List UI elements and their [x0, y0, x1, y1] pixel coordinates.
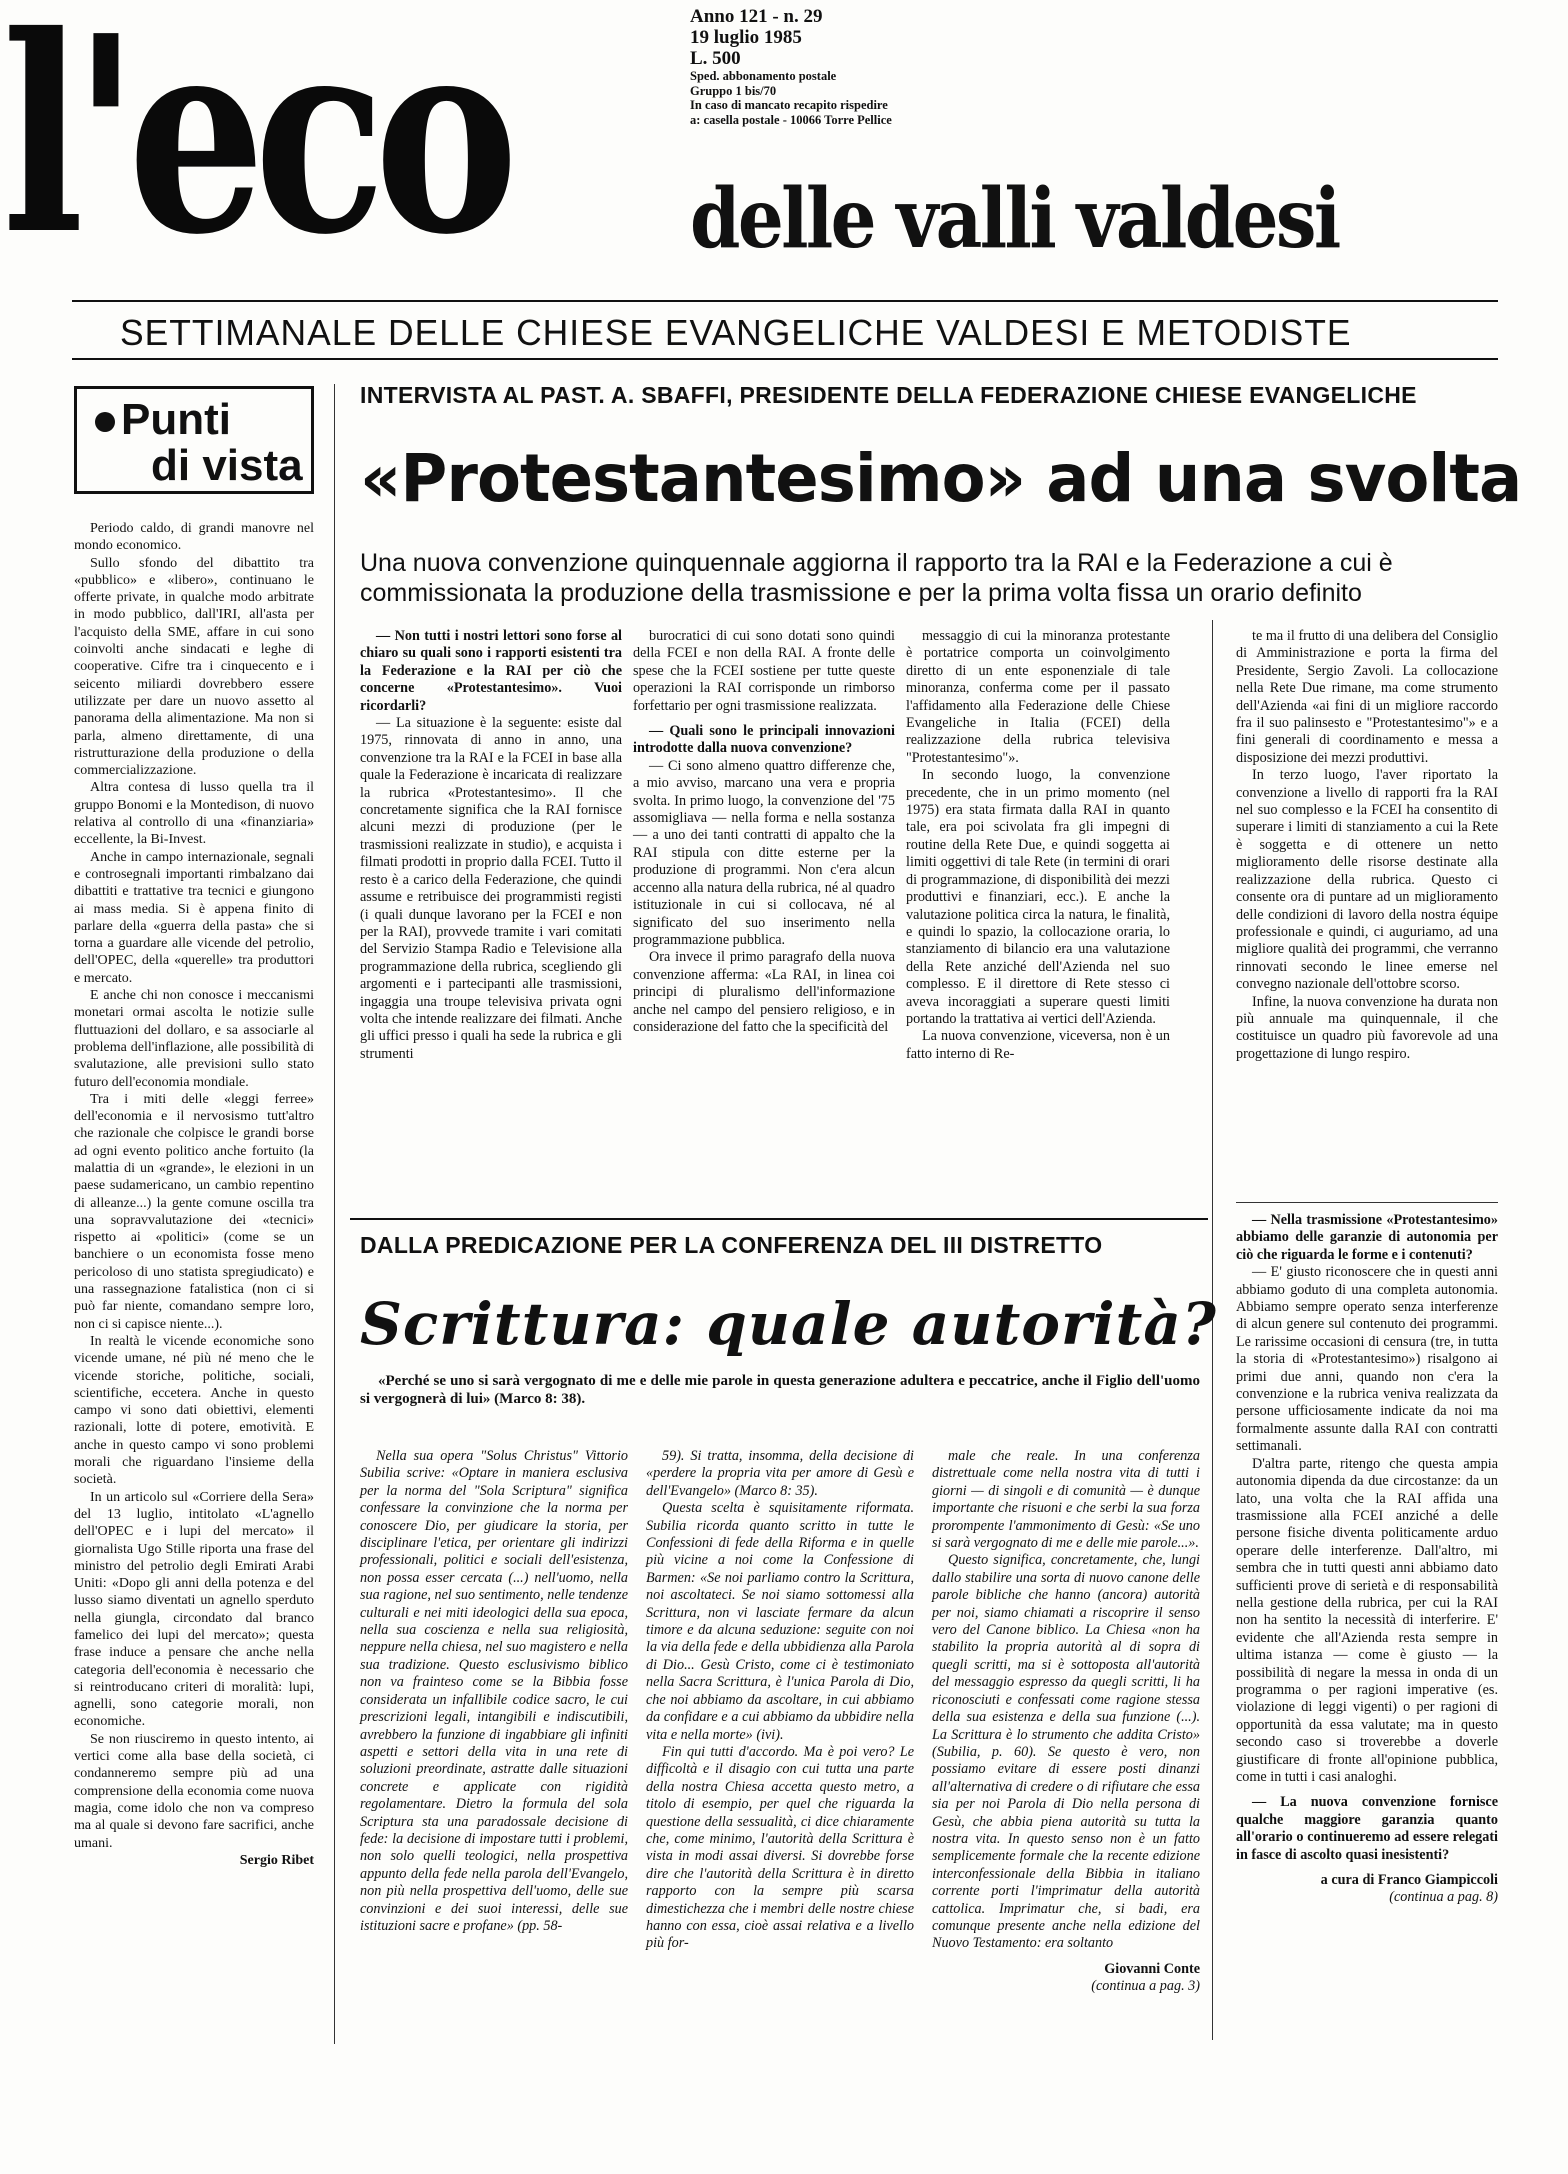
interview-answer: D'altra parte, ritengo che questa ampia autonomia dipenda da due circostanze: da un lato, una volta che la RAI affida una trasmissione alla FCEI anziché a delle persone fisiche diventa politicamente arduo operare delle interferenze. Dall'altro, mi sembra che in tutti questi anni abbiamo dato sufficienti prove di serietà e di responsabilità nella gestione della rubrica, per cui la RAI non ha sentito la necessità di interferire. E' evidente che all'Azienda resta sempre in ultima istanza — come è giusto — la possibilità di negare la messa in onda di un programma o per ragioni imperative (es. violazione di leggi vigenti) o per ragioni di opportunità da essa valutate; ma in questo secondo caso si troverebbe a doverle giustificare di fronte all'opinione pubblica, come in tutti i casi analoghi.	[1236, 1455, 1498, 1785]
sidebar-paragraph: Altra contesa di lusso quella tra il gruppo Bonomi e la Montedison, di nuovo relativa al controllo di una «finanziaria» eccellente, la Bi-Invest.	[74, 780, 314, 848]
masthead-rule-top	[72, 300, 1498, 302]
box-line-1: Punti	[121, 395, 231, 444]
article1-continued: (continua a pag. 8)	[1389, 1889, 1498, 1906]
masthead-rule-bottom	[72, 358, 1498, 360]
masthead-subtitle: delle valli valdesi	[690, 171, 1339, 267]
article1-credit: a cura di Franco Giampiccoli	[1320, 1872, 1498, 1889]
postal-line-2: Gruppo 1 bis/70	[690, 83, 777, 98]
interview-answer: te ma il frutto di una delibera del Consiglio di Amministrazione e porta la firma del Presidente, Sergio Zavoli. La collocazione nella Rete Due rimane, ma come strumento dell'Azienda «ai fini di un migliore raccordo fra il suo palinsesto e "Protestantesimo"» e a fini generali di coordinamento e messa a disposizione dei mezzi produttivi.	[1236, 628, 1498, 766]
article2-paragraph: 59). Si tratta, insomma, della decisione di «perdere la propria vita per amore di Gesù e dell'Evangelo» (Marco 8: 35).	[646, 1448, 914, 1499]
interview-question: — Non tutti i nostri lettori sono forse al chiaro su quali sono i rapporti esistenti tra la Federazione e la RAI per ciò che concerne «Protestantesimo». Vuoi ricordarli?	[360, 628, 622, 714]
bullet-dot-icon	[95, 412, 115, 432]
article2-paragraph: Questo significa, concretamente, che, lungi dallo stabilire una sorta di nuovo canone delle parole bibliche che hanno (ancora) autorità per noi, siamo chiamati a riscoprire il senso vero del Canone biblico. La Chiesa «non ha stabilito la propria autorità al di sopra di quegli scritti, ma si è sottoposta all'autorità del messaggio espresso da quegli scritti, li ha riconosciuti e confessati come ragione stessa della sua esistenza e della sua funzione (...). La Scrittura è lo strumento che addita Cristo» (Subilia, p. 60). Se questo è vero, non possiamo evitare di essere posti dinanzi all'alternativa di credere o di rifiutare che essa sia per noi Parola di Dio nella persona di Gesù, che abbia piena autorità su tutta la nostra vita. In questo senso non è un fatto semplicemente formale che la recente edizione interconfessionale della Bibbia in italiano corrente porti l'imprimatur della autorità cattolica. Imprimatur che, si badi, era comunque presente anche nella edizione del Nuovo Testamento: era soltanto	[932, 1552, 1200, 1952]
issue-number: Anno 121 - n. 29	[690, 6, 823, 27]
article2-continued: (continua a pag. 3)	[1091, 1978, 1200, 1995]
sidebar-paragraph: Se non riusciremo in questo intento, ai vertici come alla base della società, ci condanneremo sempre più ad una comprensione della economia come nuova magia, come idolo che non va compreso ma al quale si devono fare sacrifici, anche umani.	[74, 1731, 314, 1851]
article1-deck: Una nuova convenzione quinquennale aggiorna il rapporto tra la RAI e la Federazione a cui è commissionata la produzione della trasmissione e per la prima volta fissa un orario definito	[360, 549, 1393, 607]
punti-di-vista-box	[74, 386, 314, 494]
sidebar-divider	[334, 384, 335, 2044]
interview-answer: — E' giusto riconoscere che in questi anni abbiamo goduto di una completa autonomia. Abbiamo sempre operato senza interferenze di alcun genere sul contenuto dei programmi. Le rarissime occasioni di censura (tre, in tutta la storia di «Protestantesimo») risalgono ai primi due anni, quando non c'era la convenzione e la rubrica veniva realizzata da persone ufficiosamente indicate da noi ma formalmente assunte dalla RAI con contratti settimanali.	[1236, 1264, 1498, 1455]
article1-column-4	[1236, 628, 1498, 1063]
postal-line-1: Sped. abbonamento postale	[690, 69, 837, 83]
interview-answer: burocratici di cui sono dotati sono quindi della FCEI e non della RAI. A fronte delle spese che la FCEI sostiene per tutte queste operazioni la RAI corrisponde un rimborso forfettario per ogni trasmissione realizzata.	[633, 628, 895, 714]
article2-headline: Scrittura: quale autorità?	[360, 1290, 1217, 1358]
article2-signature: Giovanni Conte	[1104, 1960, 1200, 1977]
sidebar-paragraph: Periodo caldo, di grandi manovre nel mondo economico.	[74, 521, 314, 554]
article2-column-2	[646, 1448, 914, 1953]
masthead-tagline: SETTIMANALE DELLE CHIESE EVANGELICHE VALDESI E METODISTE	[120, 312, 1352, 353]
interview-answer: Infine, la nuova convenzione ha durata non più annuale ma quinquennale, il che costituisce un quadro più favorevole ad una progettazione di lungo respiro.	[1236, 993, 1498, 1062]
sidebar-signature: Sergio Ribet	[239, 1852, 314, 1868]
column-5-rule	[1236, 1202, 1498, 1203]
article1-kicker: INTERVISTA AL PAST. A. SBAFFI, PRESIDENTE DELLA FEDERAZIONE CHIESE EVANGELICHE	[360, 382, 1417, 408]
postal-line-3: In caso di mancato recapito rispedire	[690, 98, 888, 112]
article1-column-3	[906, 628, 1170, 1063]
issue-info	[690, 6, 1030, 127]
article2-paragraph: Nella sua opera "Solus Christus" Vittorio Subilia scrive: «Optare in maniera esclusiva per la norma del "Sola Scriptura" significa confessare la convinzione che la norma per conoscere Dio, per giudicare la storia, per disciplinare l'etica, per orientare gli indirizzi professionali, politici e sociali dell'esistenza, non possa esser cercata (...) nell'uomo, nella sua ragione, nel suo sentimento, nelle tendenze culturali e nei miti ideologici della sua epoca, nella sua coscienza e nella sua religiosità, neppure nella chiesa, nel suo magistero e nella sua tradizione. Questo esclusivismo biblico non va frainteso come se la Bibbia fosse considerata un infallibile codice sacro, le cui prescrizioni legali, intangibili e indiscutibili, avrebbero la funzione di ingabbiare gli infiniti aspetti e settori della vita in una rete di soluzioni preordinate, astratte dalle situazioni concrete e applicate con rigidità regolamentare. Dietro la formula del sola Scriptura sta una paradossale decisione di fede: la decisione di impostare tutti i problemi, non solo quelli teologici, nella prospettiva appunto della fede nella parola dell'Evangelo, non più nella prospettiva dell'uomo, delle sue convinzioni e dei suoi interessi, delle sue istituzioni sacre e profane» (pp. 58-	[360, 1448, 628, 1934]
article2-kicker: DALLA PREDICAZIONE PER LA CONFERENZA DEL III DISTRETTO	[360, 1232, 1103, 1258]
issue-price: L. 500	[690, 48, 741, 69]
postal-line-4: a: casella postale - 10066 Torre Pellice	[690, 112, 892, 127]
article2-paragraph: male che reale. In una conferenza distrettuale come nella nostra vita di tutti i giorni — di singoli e di comunità — è dunque importante che risuoni e che serbi la sua forza prorompente l'ammonimento di Gesù: «Se uno si sarà vergognato di me e delle mie parole...».	[932, 1448, 1200, 1552]
sidebar-paragraph: In realtà le vicende economiche sono vicende umane, né più né meno che le vicende storiche, politiche, sociali, scientifiche, eccetera. Anche in questo campo vi sono dati obiettivi, elementi razionali, lotte di potere, emotività. E anche in questo campo vi sono problemi morali che riguardano l'insieme della società.	[74, 1333, 314, 1488]
article2-column-3	[932, 1448, 1200, 1996]
article1-column-2	[633, 628, 895, 1036]
article1-column-1	[360, 628, 622, 1063]
issue-date: 19 luglio 1985	[690, 27, 802, 48]
interview-answer: — La situazione è la seguente: esiste dal 1975, rinnovata di anno in anno, una convenzione tra la RAI e la FCEI in base alla quale la Federazione è incaricata di realizzare la rubrica «Protestantesimo». Il che concretamente significa che la RAI fornisce alcuni mezzi di produzione (per le trasmissioni realizzate in studio), e acquista i filmati prodotti in proprio dalla FCEI. Tutto il resto è a carico della Federazione, che quindi assume e retribuisce dei programmisti registi (i quali dunque lavorano per la FCEI e non per la RAI), provvede tramite i vari comitati del Servizio Stampa Radio e Televisione alla programmazione della rubrica, scegliendo gli argomenti e i partecipanti alle trasmissioni, ingaggia una troupe televisiva privata ogni volta che intende realizzare dei filmati. Anche gli uffici presso i quali ha sede la rubrica e gli strumenti	[360, 715, 622, 1062]
interview-question: — La nuova convenzione fornisce qualche maggiore garanzia quanto all'orario o continueremo ad essere relegati in fasce di ascolto quasi inesistenti?	[1236, 1794, 1498, 1863]
sidebar-paragraph: E anche chi non conosce i meccanismi monetari ormai ascolta le notizie sulle fluttuazioni del dollaro, e sa associarle al problema dell'inflazione, alle possibilità di svalutazione, alle previsioni sullo stato futuro dell'economia mondiale.	[74, 988, 314, 1090]
article2-paragraph: Questa scelta è squisitamente riformata. Subilia ricorda quanto scritto in tutte le Confessioni di fede della Riforma e in quelle più vicine a noi come la Confessione di Barmen: «Se noi parliamo contro la Scrittura, noi ascoltateci. Se noi siamo sottomessi alla Scrittura, non vi lasciate fermare da alcun timore e da alcuna seduzione: seguite con noi la via della fede e della ubbidienza alla Parola di Dio... Gesù Cristo, come ci è testimoniato nella Sacra Scrittura, è l'unica Parola di Dio, che noi abbiamo da ascoltare, in cui abbiamo da confidare e a cui abbiamo da ubbidire nella vita e nella morte» (ivi).	[646, 1500, 914, 1743]
sidebar-paragraph: Anche in campo internazionale, segnali e controsegnali importanti rimbalzano dai dibattiti e trattative tra tecnici e giungono ai mass media. Si è appena finito di parlare della «guerra della pasta» che si torna a guardare alle vicende del petrolio, dell'OPEC, della «querelle» tra produttori e mercato.	[74, 849, 314, 986]
interview-question: — Quali sono le principali innovazioni introdotte dalla nuova convenzione?	[633, 723, 895, 757]
masthead-logo: l'eco	[2, 0, 508, 294]
article2-column-1	[360, 1448, 628, 1935]
article1-headline: «Protestantesimo» ad una svolta	[360, 440, 1522, 517]
interview-answer: — Ci sono almeno quattro differenze che, a mio avviso, marcano una vera e propria svolta. In primo luogo, la convenzione del '75 assomigliava — nella forma e nella sostanza — a uno dei tanti contratti di appalto che la RAI stipula con ditte esterne per la produzione di programmi. Non c'era alcun accenno alla natura della rubrica, né al quadro istituzionale in cui si collocava, né al significato del suo inserimento nella programmazione pubblica.	[633, 757, 895, 948]
article2-rule	[350, 1218, 1208, 1220]
interview-answer: Ora invece il primo paragrafo della nuova convenzione afferma: «La RAI, in linea coi principi di pluralismo dell'informazione anche nel campo del pensiero religioso, e in considerazione del fatto che la specificità del	[633, 949, 895, 1035]
article2-paragraph: Fin qui tutti d'accordo. Ma è poi vero? Le difficoltà e il disagio con cui tutta una parte della nostra Chiesa accetta questo metro, a titolo di esempio, per quel che riguarda la questione della sessualità, ci dice chiaramente che, come minimo, l'autorità della Scrittura è vista in modi assai diversi. Si dovrebbe forse dire che l'autorità della Scrittura è in diretto rapporto con la sempre più scarsa dimestichezza che i membri delle nostre chiese hanno con essa, cioè assai relativa e a livello più for-	[646, 1743, 914, 1952]
article2-epigraph: «Perché se uno si sarà vergognato di me e delle mie parole in questa generazione adultera e peccatrice, anche il Figlio dell'uomo si vergognerà di lui» (Marco 8: 38).	[360, 1373, 1200, 1407]
sidebar-column	[74, 520, 314, 1869]
sidebar-paragraph: Sullo sfondo del dibattito tra «pubblico» e «libero», continuano le offerte private, in qualche modo arbitrate in modo pubblico, dall'IRI, all'asta per l'acquisto della SME, affare in cui sono coinvolti anche sindacati e leghe di cooperative. Cifre tra i cinquecento e i seicento miliardi dovrebbero essere utilizzate per dare un nuovo assetto al panorama della alimentazione. Ma non si parla, almeno direttamente, di una ristrutturazione della produzione o della commercializzazione.	[74, 555, 314, 779]
sidebar-paragraph: Tra i miti delle «leggi ferree» dell'economia e il nervosismo tutt'altro che razionale che colpisce le grandi borse ad ogni evento politico anche fortuito (la malattia di un «grande», le elezioni in un paese sudamericano, un cambio repentino di alleanze...) la gente comune oscilla tra una sopravvalutazione dei «tecnici» rispetto ai «politici» (come se un banchiere o un economista fosse meno pericoloso di uno statista spregiudicato) e una rassegnazione fatalistica (non ci si può far niente, comandano sempre loro, non ci si capisce niente...).	[74, 1091, 314, 1332]
interview-answer: In secondo luogo, la convenzione precedente, che in un primo momento (nel 1975) era stata firmata dalla RAI in quanto tale, era poi scivolata fra gli impegni di routine della Rete Due, e quindi soggetta ai limiti oggettivi di tale Rete (in termini di orari di programmazione, di disponibilità dei mezzi produttivi e finanziari, ecc.). E anche la valutazione politica circa la natura, le finalità, e quindi lo spazio, la collocazione oraria, lo stanziamento di bilancio era una valutazione della Rete anziché dell'Azienda nel suo complesso. E il direttore di Rete stesso ci aveva incoraggiati a superare questi limiti portando la trattativa ai vertici dell'Azienda.	[906, 767, 1170, 1027]
interview-answer: La nuova convenzione, viceversa, non è un fatto interno di Re-	[906, 1028, 1170, 1062]
sidebar-paragraph: In un articolo sul «Corriere della Sera» del 13 luglio, intitolato «L'agnello dell'OPEC e i lupi del mercato» il giornalista Ugo Stille riporta una frase del ministro del petrolio degli Emirati Arabi Uniti: «Dopo gli anni della potenza e del lusso siamo diventati un agnello sperduto nella giungla, circondato dal branco famelico dei lupi del mercato»; questa frase induce a pensare che anche nella categoria dell'economia è necessario che si reintroducano criteri di moralità: lupi, agnelli, sono categorie morali, non economiche.	[74, 1489, 314, 1730]
article1-column-5	[1236, 1212, 1498, 1907]
box-line-2: di vista	[151, 441, 303, 490]
interview-answer: In terzo luogo, l'aver riportato la convenzione a livello di rapporti fra la RAI nel suo complesso e la FCEI ha consentito di superare i limiti di stanziamento a cui la Rete è soggetta e di ottenere un netto miglioramento delle risorse destinate alla realizzazione della rubrica. Questo ci consente ora di puntare ad un miglioramento delle condizioni di lavoro della nostra équipe professionale e quindi, ci auguriamo, ad una migliore qualità dei programmi, che verranno rinnovati secondo le linee emerse nel convegno nazionale dell'ottobre scorso.	[1236, 767, 1498, 993]
interview-question: — Nella trasmissione «Protestantesimo» abbiamo delle garanzie di autonomia per ciò che riguarda le forme e i contenuti?	[1236, 1212, 1498, 1263]
interview-answer: messaggio di cui la minoranza protestante è portatrice comporta un coinvolgimento diretto di un ente esponenziale di tale minoranza, conferma come per il passato l'affidamento alla Federazione delle Chiese Evangeliche in Italia (FCEI) della realizzazione della rubrica televisiva "Protestantesimo"».	[906, 628, 1170, 766]
